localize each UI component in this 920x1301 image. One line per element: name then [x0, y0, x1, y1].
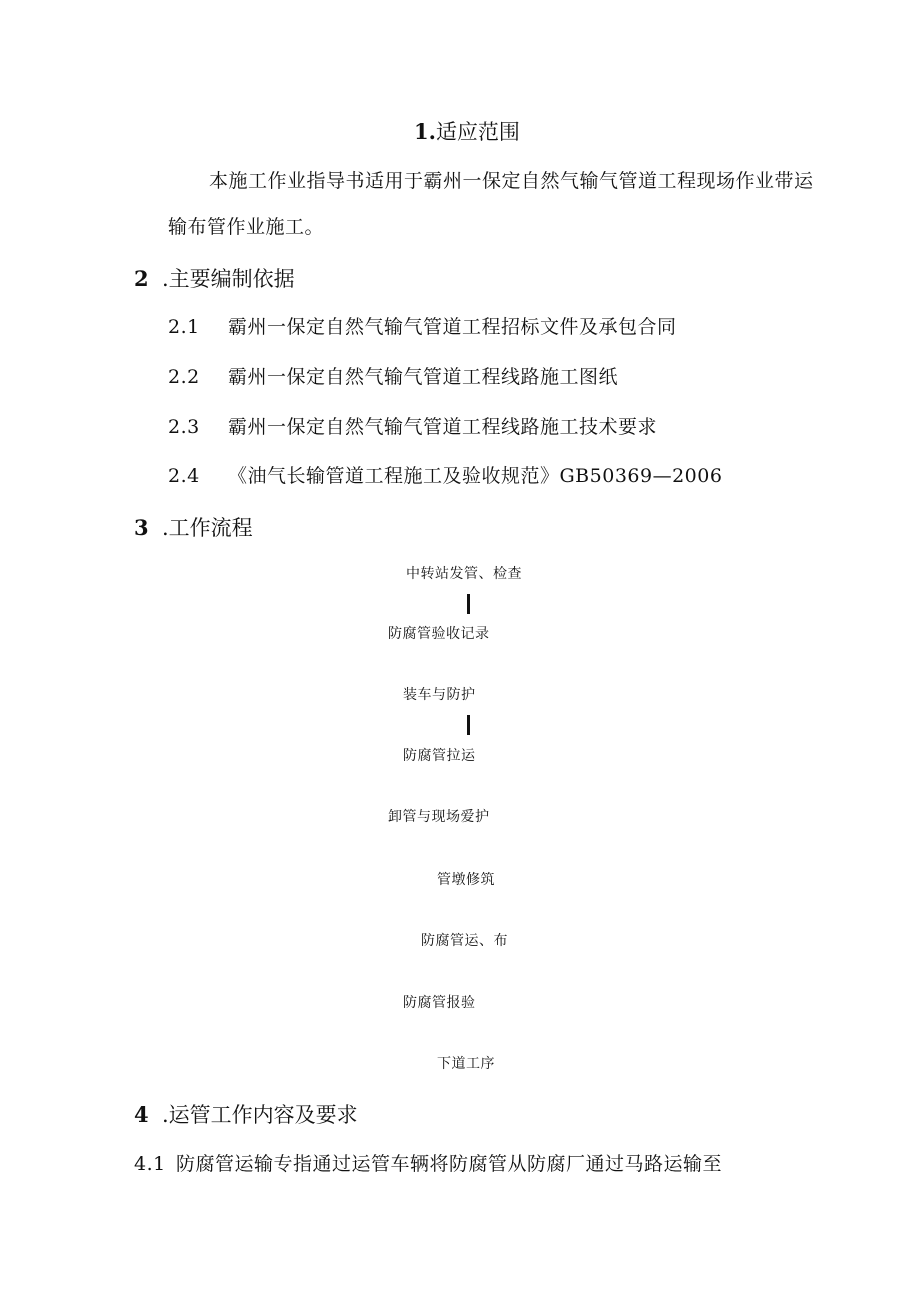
- flow-connector: [467, 594, 470, 614]
- reference-item-text: 霸州一保定自然气输气管道工程线路施工图纸: [228, 366, 619, 388]
- section-3-heading: [134, 517, 253, 539]
- section-1-paragraph-line-1: 本施工作业指导书适用于霸州一保定自然气输气管道工程现场作业带运: [209, 170, 814, 192]
- reference-item-number: 2.2: [168, 366, 200, 388]
- reference-item: [168, 418, 657, 437]
- section-4-item: [134, 1155, 722, 1174]
- flow-step: 卸管与现场爱护: [388, 809, 490, 825]
- section-3-number: 3: [134, 515, 149, 540]
- section-4-title: .运管工作内容及要求: [162, 1103, 358, 1127]
- reference-item: [168, 467, 722, 486]
- flow-step: 管墩修筑: [437, 872, 495, 888]
- section-4-item-text: 防腐管运输专指通过运管车辆将防腐管从防腐厂通过马路运输至: [176, 1153, 723, 1175]
- flow-step: 防腐管运、布: [421, 933, 508, 949]
- reference-item-text: 霸州一保定自然气输气管道工程招标文件及承包合同: [228, 316, 677, 338]
- section-4-heading: [134, 1104, 358, 1126]
- flow-step: 防腐管报验: [403, 995, 476, 1011]
- reference-item-text: 霸州一保定自然气输气管道工程线路施工技术要求: [228, 416, 658, 438]
- section-2-title: .主要编制依据: [162, 267, 295, 291]
- reference-item-number: 2.1: [168, 316, 200, 338]
- section-3-title: .工作流程: [162, 516, 253, 540]
- flow-step: 中转站发管、检查: [406, 566, 522, 582]
- flow-connector: [467, 715, 470, 735]
- flow-step: 装车与防护: [403, 687, 476, 703]
- section-1-title: 适应范围: [435, 120, 520, 144]
- reference-item-text: 《油气长输管道工程施工及验收规范》GB50369—2006: [228, 465, 723, 487]
- flow-step: 防腐管验收记录: [388, 626, 490, 642]
- section-4-item-number: 4.1: [134, 1153, 166, 1175]
- section-4-number: 4: [134, 1102, 149, 1127]
- reference-item-number: 2.4: [168, 465, 200, 487]
- section-2-heading: [134, 268, 295, 290]
- section-1-paragraph-line-2: 输布管作业施工。: [168, 216, 325, 238]
- flow-step: 下道工序: [437, 1056, 495, 1072]
- reference-item-number: 2.3: [168, 416, 200, 438]
- section-2-number: 2: [134, 266, 149, 291]
- reference-item: [168, 368, 618, 387]
- flow-step: 防腐管拉运: [403, 748, 476, 764]
- reference-item: [168, 318, 677, 337]
- section-1-number: 1.: [414, 119, 436, 144]
- section-1-heading: [414, 121, 520, 143]
